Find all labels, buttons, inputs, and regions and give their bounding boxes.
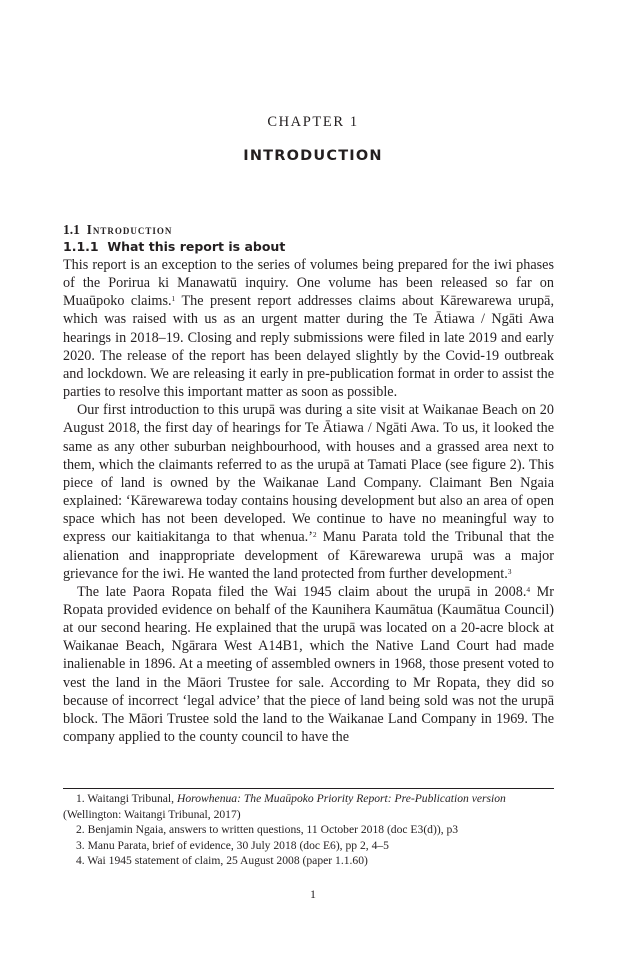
footnote-text: (Wellington: Waitangi Tribunal, 2017) — [63, 807, 241, 821]
paragraph-text: This report is an exception to the series of volumes being prepared for the iwi phases of the Porirua ki Manawatū inquiry. One volume has been released so far on Muaūpoko claims. — [63, 257, 554, 310]
footnote-ref-1: 1 — [171, 294, 176, 304]
paragraph-3 — [63, 583, 554, 746]
paragraph-text: Our first introduction to this urupā was during a site visit at Waikanae Beach on 20 August 2018, the first day of hearings for Te Ātiawa / Ngāti Awa. To us, it looked the same as any other suburban neighbourhood, with houses and a grassed area next to them, which the claimants referred to as the urupā at Tamati Place (see figure 2). This piece of land is owned by the Waikanae Land Company. Claimant Ben Ngaia explained: ‘Kārewarewa today contains housing development but also an area of open space which has not been developed. We continue to have no meaningful way to express our kaitiakitanga to that whenua.’ — [63, 402, 554, 546]
footnote-3 — [63, 838, 554, 854]
footnote-number: 1. — [76, 792, 85, 805]
footnote-ref-2: 2 — [312, 530, 317, 540]
paragraph-text: The late Paora Ropata filed the Wai 1945 claim about the urupā in 2008. — [77, 583, 527, 600]
footnote-1 — [63, 791, 554, 822]
footnotes — [63, 791, 554, 869]
section-number: 1.1 — [63, 222, 80, 237]
paragraph-text: Mr Ropata provided evidence on behalf of the Kaunihera Kaumātua (Kaumātua Council) at our second hearing. He explained that the urupā was located on a 20-acre block at Waikanae Beach, Ngārara West A14B1, which the Native Land Court had made inalienable in 1896. At a meeting of assembled owners in 1968, those present voted to vest the land in the Māori Trustee for sale. According to Mr Ropata, they did so because of incorrect ‘legal advice’ that the piece of land being sold was not the urupā block. The Māori Trustee sold the land to the Waikanae Land Company in 1969. The company applied to the county council to have the — [63, 583, 555, 746]
footnote-text: Wai 1945 statement of claim, 25 August 2008 (paper 1.1.60) — [84, 854, 368, 868]
footnote-ref-4: 4 — [526, 584, 531, 594]
subsection-heading — [63, 239, 285, 254]
section-heading — [63, 222, 172, 238]
paragraph-1 — [63, 256, 554, 401]
footnote-4 — [63, 853, 554, 869]
footnote-text: Manu Parata, brief of evidence, 30 July 2018 (doc E6), pp 2, 4–5 — [84, 838, 389, 852]
paragraph-2 — [63, 401, 554, 583]
footnote-number: 2. — [76, 823, 85, 837]
paragraph-text: Manu Parata told the Tribunal that the alienation and inappropriate development of Kārewarewa urupā was a major grievance for the iwi. He wanted the land protected from further development. — [63, 529, 555, 582]
footnote-number: 4. — [76, 854, 85, 868]
footnote-text: Waitangi Tribunal, — [84, 792, 177, 805]
chapter-title: INTRODUCTION — [243, 148, 383, 164]
body-text — [63, 256, 554, 746]
footnote-divider — [63, 788, 554, 789]
chapter-label: CHAPTER 1 — [267, 114, 359, 130]
footnote-2 — [63, 822, 554, 838]
footnote-number: 3. — [76, 838, 85, 852]
page-number: 1 — [310, 887, 316, 901]
subsection-title: What this report is about — [107, 239, 286, 254]
paragraph-text: The present report addresses claims about Kārewarewa urupā, which was raised with us as an urgent matter during the Te Ātiawa / Ngāti Awa hearings in 2018–19. Closing and reply submissions were filed in late 2019 and early 2020. The release of the report has been delayed slightly by the Covid-19 outbreak and lockdown. We are releasing it early in pre-publication format in order to assist the parties to resolve this important matter as soon as possible. — [63, 293, 554, 401]
footnote-text: Benjamin Ngaia, answers to written questions, 11 October 2018 (doc E3(d)), p3 — [84, 823, 459, 837]
footnote-cited-title: Horowhenua: The Muaūpoko Priority Report: Pre-Publication version — [176, 792, 506, 805]
subsection-number: 1.1.1 — [63, 239, 99, 254]
section-title: Introduction — [86, 222, 173, 237]
footnote-ref-3: 3 — [507, 566, 512, 576]
